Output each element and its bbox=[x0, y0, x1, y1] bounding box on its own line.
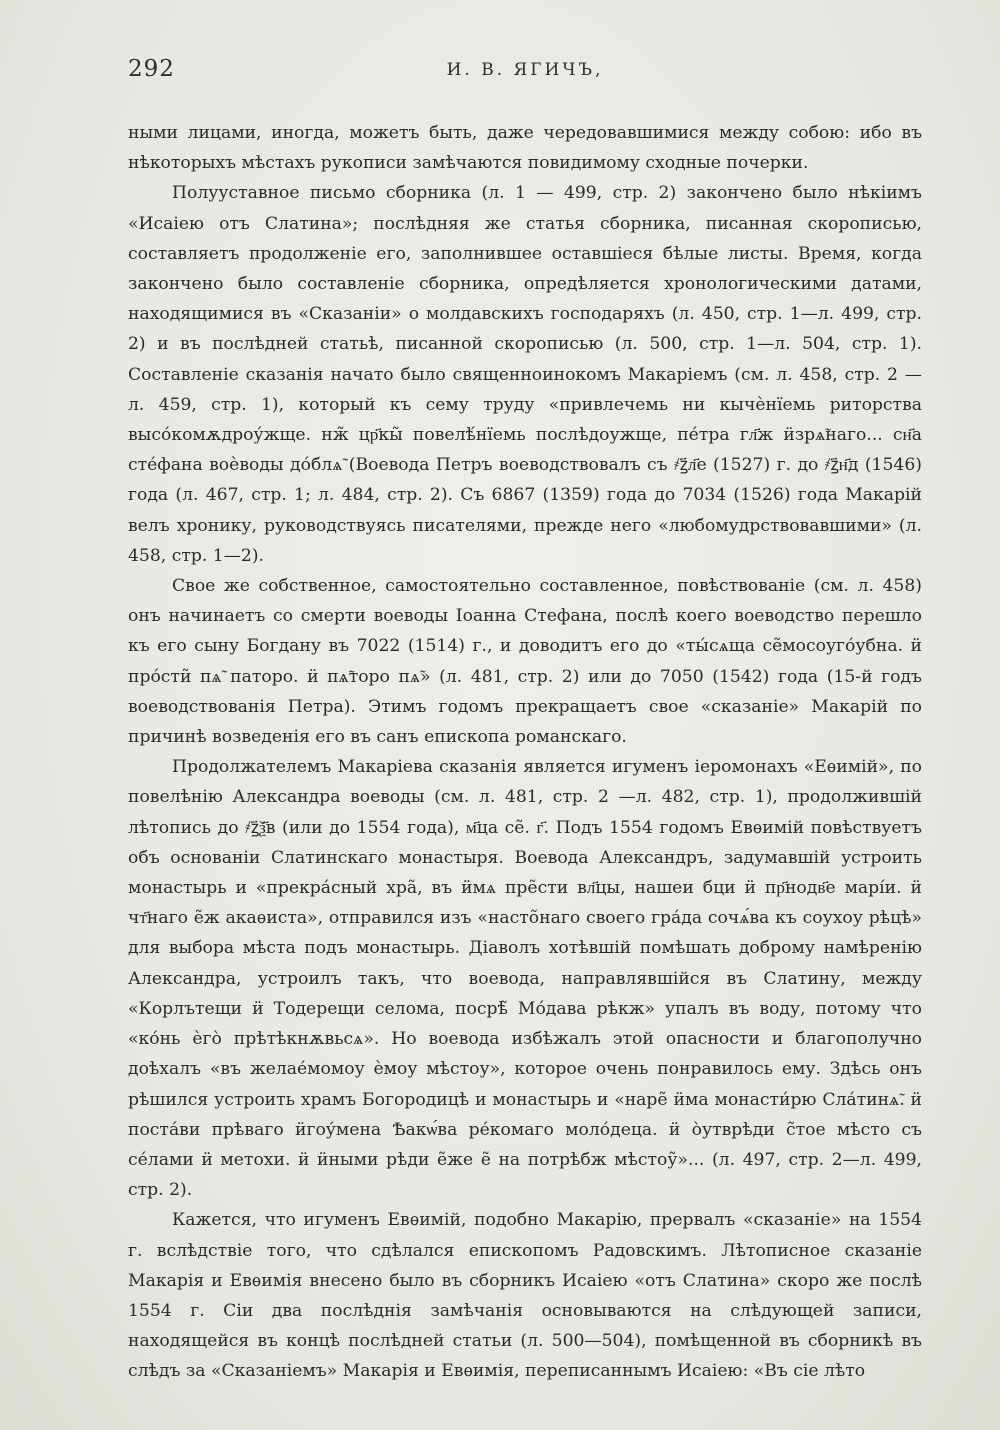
body-text bbox=[128, 118, 922, 1387]
page-header bbox=[128, 56, 922, 96]
page-number: 292 bbox=[128, 56, 175, 82]
paragraph: Кажется, что игуменъ Евѳимій, подобно Макарію, прервалъ «сказаніе» на 1554 г. вслѣдствіе того, что сдѣлался епископомъ Радовскимъ. Лѣтописное сказаніе Макарія и Евѳимія внесено было въ сборникъ Исаіею «отъ Слатина» скоро же послѣ 1554 г. Сіи два послѣднія замѣчанія основываются на слѣдующей записи, находящейся въ концѣ послѣдней статьи (л. 500—504), помѣщенной въ сборникѣ въ слѣдъ за «Сказаніемъ» Макарія и Евѳимія, переписаннымъ Исаіею: «Въ сіе лѣто bbox=[128, 1210, 922, 1382]
running-head: И. В. ЯГИЧЪ, bbox=[446, 60, 604, 80]
paragraph: Продолжателемъ Макаріева сказанія является игуменъ іеромонахъ «Еѳимій», по повелѣнію Александра воеводы (см. л. 481, стр. 2 —л. 482, стр. 1), продолжившій лѣтопись до ҂ꙁ҃ѯ҃в (или до 1554 года), м҃ца се̃. г҃. Подъ 1554 годомъ Евѳимій повѣствуетъ объ основаніи Слатинскаго монастыря. Воевода Александръ, задумавшій устроить монастырь и «прекра́сный хра̃, въ ӥмѧ пре̃сти вл҃цы, нашеи бци ӥ пр҃нодв҃е марі́и. ӥ чт҃наго е̃ж акаѳиста», отправился изъ «насто̃наго своего гра́да сочѧ́ва къ соухоу рѣцѣ» для выбора мѣста подъ монастырь. Діаволъ хотѣвшій помѣшать доброму намѣренію Александра, устроилъ такъ, что воевода, направлявшійся въ Слатину, между «Корлътещи ӥ Тодерещи селома, посрѣ̃ Мо́дава рѣкж» упалъ въ воду, потому что «ко́нь ѐго̀ прѣтѣкнѫвьсѧ». Но воевода избѣжалъ этой опасности и благополучно доѣхалъ «въ желае́момоу ѐмоу мѣстоу», которое очень понравилось ему. Здѣсь онъ рѣшился устроить храмъ Богородицѣ и монастырь и «наре̃ ӥма монасти́рю Сла́тинѧ̃. ӥ поста́ви прѣваго ӥгоу́мена Ѣакѡ́ва ре́комаго моло́деца. ӥ о̀утврѣди с̃тое мѣсто съ се́лами ӥ метохи. ӥ ӥными рѣди е̃же е̃ на потрѣбж мѣстоу̃»... (л. 497, стр. 2—л. 499, стр. 2). bbox=[128, 757, 922, 1201]
paragraph: Полууставное письмо сборника (л. 1 — 499, стр. 2) закончено было нѣкіимъ «Исаіею отъ Слатина»; послѣдняя же статья сборника, писанная скорописью, составляетъ продолженіе его, заполнившее оставшіеся бѣлые листы. Время, когда закончено было составленіе сборника, опредѣляется хронологическими датами, находящимися въ «Сказаніи» о молдавскихъ господаряхъ (л. 450, стр. 1—л. 499, стр. 2) и въ послѣдней статьѣ, писанной скорописью (л. 500, стр. 1—л. 504, стр. 1). Составленіе сказанія начато было священноинокомъ Макаріемъ (см. л. 458, стр. 2 — л. 459, стр. 1), который къ сему труду «привлечемь ни кычѐнїемь риторства высо́комѫдроу́жще. нж̃ цр҃кы̃ повелѣ́нїемь послѣдоужще, пе́тра гл҃ж ӥзрѧ̃наго... сн҃а сте́фана воѐводы до́блѧ̃ (Воевода Петръ воеводствовалъ съ ҂ꙁ҃л҃е (1527) г. до ҂ꙁ҃н҃д (1546) года (л. 467, стр. 1; л. 484, стр. 2). Съ 6867 (1359) года до 7034 (1526) года Макарій велъ хронику, руководствуясь писателями, прежде него «любомудрствовавшими» (л. 458, стр. 1—2). bbox=[128, 183, 922, 566]
paragraph-continuation: ными лицами, иногда, можетъ быть, даже чередовавшимися между собою: ибо въ нѣкоторыхъ мѣстахъ рукописи замѣчаются повидимому сходные почерки. bbox=[128, 123, 922, 174]
paragraph: Свое же собственное, самостоятельно составленное, повѣствованіе (см. л. 458) онъ начинаетъ со смерти воеводы Іоанна Стефана, послѣ коего воеводство перешло къ его сыну Богдану въ 7022 (1514) г., и доводитъ его до «ты́сѧща се̃мосоуго́убна. ӥ про́сти̃ пѧ̃ паторо. ӥ пѧ̃торо пѧ̃» (л. 481, стр. 2) или до 7050 (1542) года (15-й годъ воеводствованія Петра). Этимъ годомъ прекращаетъ свое «сказаніе» Макарій по причинѣ возведенія его въ санъ епископа романскаго. bbox=[128, 576, 922, 748]
